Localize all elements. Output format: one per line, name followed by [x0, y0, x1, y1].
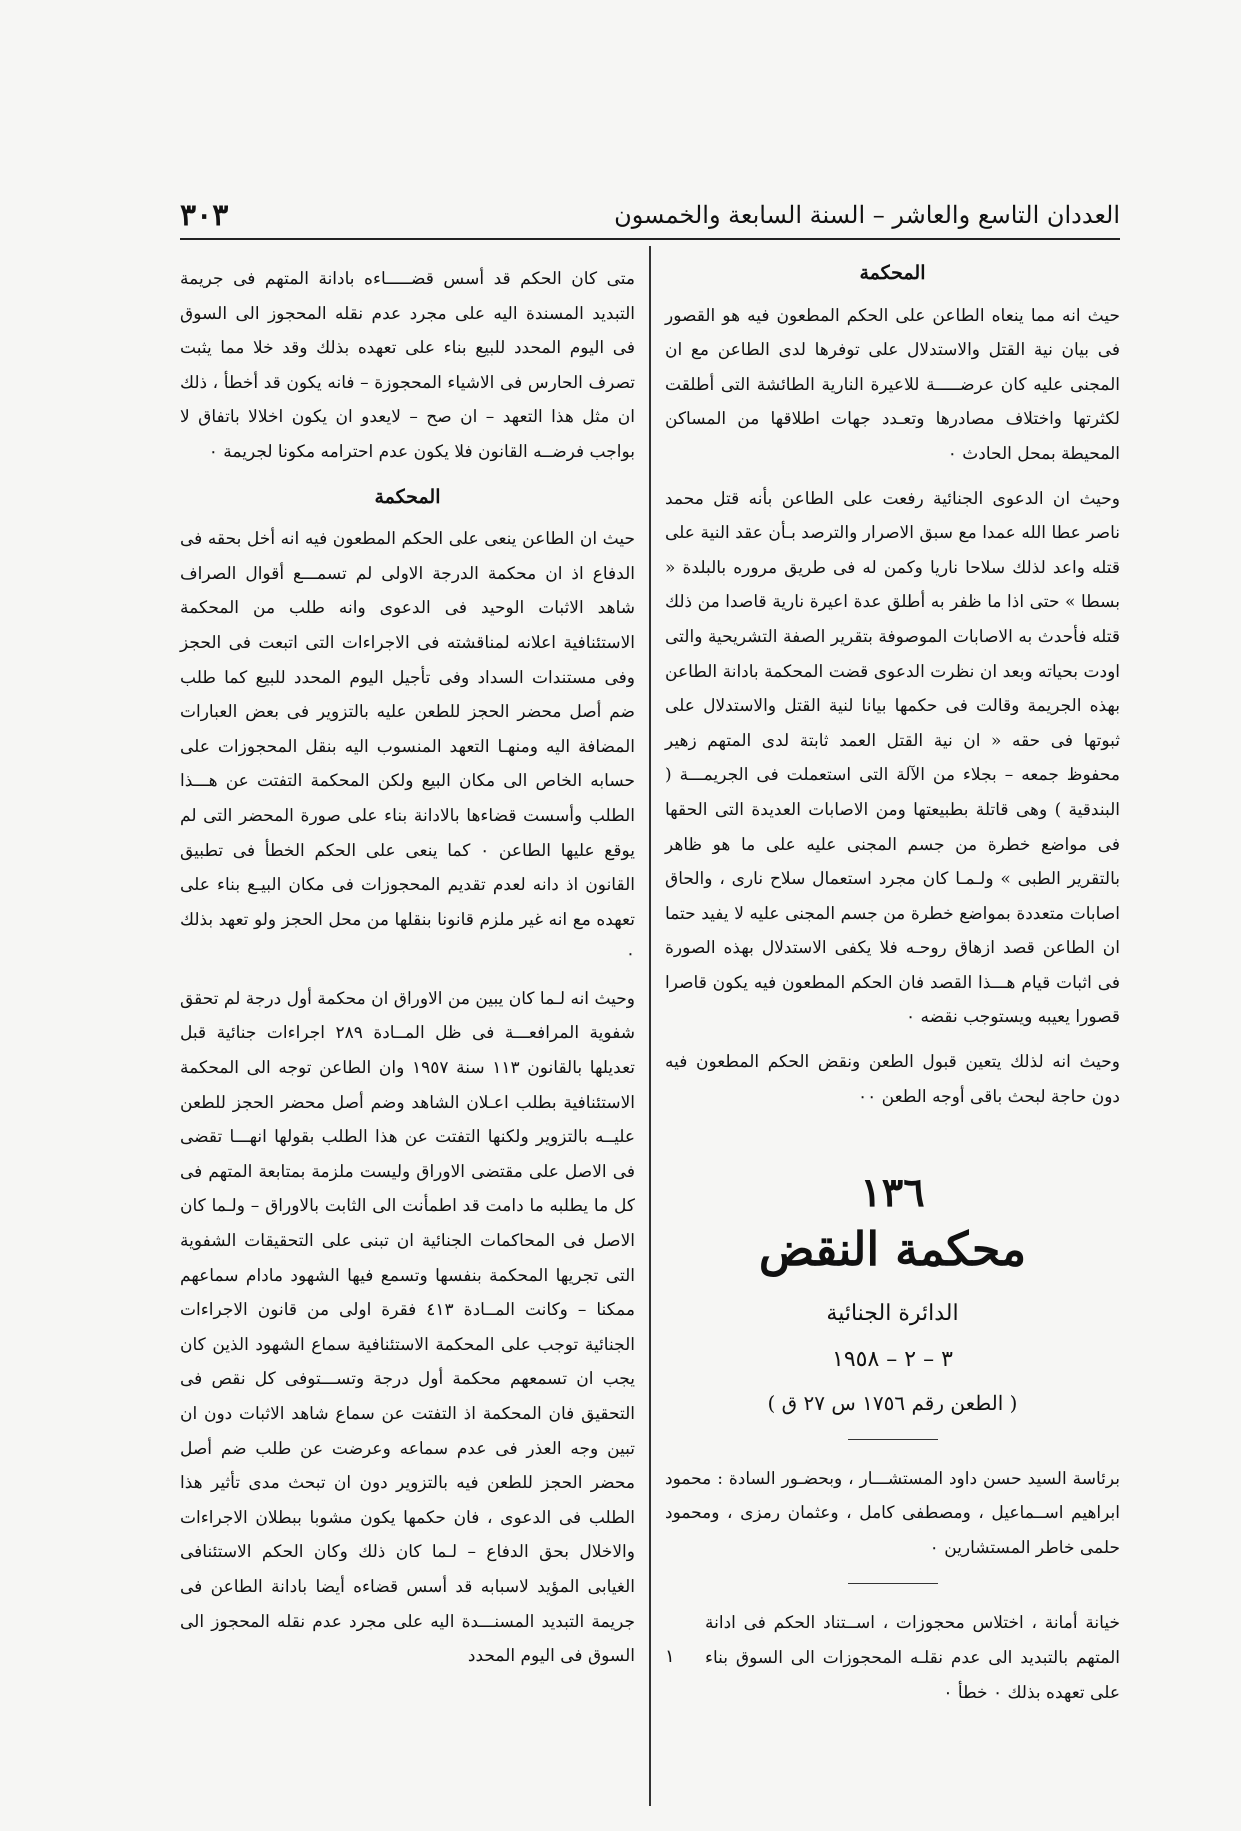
running-head: العددان التاسع والعاشر – السنة السابعة والخمسون — [614, 201, 1120, 229]
headnote-text: خيانة أمانة ، اختلاس محجوزات ، اســتناد الحكم فى ادانة المتهم بالتبديد الى عدم نقلـه المحجوزات الى السوق بناء على تعهده بذلك ٠ خطأ ٠ — [705, 1613, 1120, 1703]
paragraph: وحيث ان الدعوى الجنائية رفعت على الطاعن بأنه قتل محمد ناصر عطا الله عمدا مع سبق الاصرار والترصد بـأن عقد النية على قتله واعد لذلك سلاحا ناريا وكمن له فى طريق مروره بالبلدة « بسطا » حتى اذا ما ظفر به أطلق عدة اعيرة نارية قاصدا من ذلك قتله فأحدث به الاصابات الموصوفة بتقرير الصفة التشريحية والتى اودت بحياته وبعد ان نظرت الدعوى قضت المحكمة بادانة الطاعن بهذه الجريمة وقالت فى حكمها بيانا لنية القتل والاستدلال على ثبوتها فى حقه « ان نية القتل العمد ثابتة لدى المتهم زهير محفوظ جمعه – بجلاء من الآلة التى استعملت فى الجريمـــة ( البندقية ) وهى قاتلة بطبيعتها ومن الاصابات العديدة التى الحقها فى مواضع خطرة من جسم المجنى عليه على ما هو ظاهر بالتقرير الطبى » ولـمـا كان مجرد استعمال سلاح نارى ، والحاق اصابات متعددة بمواضع خطرة من جسم المجنى عليه لا يفيد حتما ان الطاعن قصد ازهاق روحـه فلا يكفى الاستدلال بهذه الصورة فى اثبات قيام هـــذا القصد فان الحكم المطعون فيه يكون قاصرا قصورا يعيبه ويستوجب نقضه ٠ — [665, 488, 1120, 1028]
page-number: ٣٠٣ — [180, 197, 229, 233]
case-date: ٣ – ٢ – ١٩٥٨ — [832, 1347, 953, 1373]
case-number: ١٣٦ — [860, 1169, 925, 1217]
separator-rule — [848, 1583, 938, 1584]
paragraph: وحيث انه لـما كان يبين من الاوراق ان محكمة أول درجة لم تحقق شفوية المرافعـــة فى ظل المــادة ٢٨٩ اجراءات جنائية قبل تعديلها بالقانون ١١٣ سنة ١٩٥٧ وان الطاعن توجه الى المحكمة الاستئنافية بطلب اعـلان الشاهد وضم أصل محضر الحجز للطعن عليــه بالتزوير ولكنها التفتت عن هذا الطلب بقولها انهـــا تقضى فى الاصل على مقتضى الاوراق وليست ملزمة بمتابعة المتهم فى كل ما يطلبه ما دامت قد اطمأنت الى الثابت بالاوراق – ولـما كان الاصل فى المحاكمات الجنائية ان تبنى على التحقيقات الشفوية التى تجريها المحكمة بنفسها وتسمع فيها الشهود مادام سماعهم ممكنا – وكانت المــادة ٤١٣ فقرة اولى من قانون الاجراءات الجنائية توجب على المحكمة الاستئنافية سماع الشهود الذين كان يجب ان تسمعهم محكمة أول درجة وتســـتوفى كل نقص فى التحقيق فان المحكمة اذ التفتت عن سماع شاهد الاثبات دون ان تبين وجه العذر فى عدم سماعه وعرضت عن طلب ضم أصل محضر الحجز للطعن فيه بالتزوير دون ان تبحث مدى تأثير هذا الطلب فى الدعوى ، فان حكمها يكون مشوبا ببطلان الاجراءات والاخلال بحق الدفاع – لـما كان ذلك وكان الحكم الاستئنافى الغيابى المؤيد لاسبابه قد أسس قضاءه أيضا بادانة الطاعن فى جريمة التبديد المسنـــدة اليه على مجرد عدم نقله المحجوز الى السوق فى اليوم المحدد — [180, 988, 636, 1667]
chamber-name: الدائرة الجنائية — [826, 1300, 959, 1326]
headnote-principle: متى كان الحكم قد أسس قضـــــاءه بادانة المتهم فى جريمة التبديد المسندة اليه على مجرد عدم نقله المحجوز الى السوق فى اليوم المحدد للبيع بناء على تعهده بذلك وقد خلا مما يثبت تصرف الحارس فى الاشياء المحجوزة – فانه يكون قد أخطأ ، ذلك ان مثل هذا التعهد – ان صح – لايعدو ان يكون اخلالا باتفاق لا بواجب فرضــه القانون فلا يكون عدم احترامه مكونا لجريمة ٠ — [180, 269, 635, 462]
right-column — [665, 256, 1120, 1710]
page-header — [180, 190, 1120, 240]
appeal-number: ( الطعن رقم ١٧٥٦ س ٢٧ ق ) — [767, 1391, 1018, 1416]
headnote-number: ١ — [665, 1646, 675, 1668]
headnote-summary — [665, 1606, 1120, 1710]
paragraph: حيث ان الطاعن ينعى على الحكم المطعون فيه انه أخل بحقه فى الدفاع اذ ان محكمة الدرجة الاولى لم تسمـــع أقوال الصراف شاهد الاثبات الوحيد فى الدعوى وانه طلب من المحكمة الاستئنافية اعلانه لمناقشته فى الاجراءات التى اتبعت فى الحجز وفى مستندات السداد وفى تأجيل اليوم المحدد للبيع كما طلب ضم أصل محضر الحجز للطعن عليه بالتزوير فى بعض العبارات المضافة اليه ومنهـا التعهد المنسوب اليه بنقل المحجوزات على حسابه الخاص الى مكان البيع ولكن المحكمة التفتت عن هـــذا الطلب وأسست قضاءها بالادانة بناء على صورة المحضر التى لم يوقع عليها الطاعن ٠ كما ينعى على الحكم الخطأ فى تطبيق القانون اذ دانه لعدم تقديم المحجوزات فى مكان البيـع بناء على تعهده مع انه غير ملزم قانونا بنقلها من محل الحجز ولو تعهد بذلك ٠ — [180, 529, 635, 965]
paragraph: حيث انه مما ينعاه الطاعن على الحكم المطعون فيه هو القصور فى بيان نية القتل والاستدلال على توفرها لدى الطاعن مع ان المجنى عليه كان عرضـــــة للاعيرة النارية الطائشة التى أطلقت لكثرتها واختلاف مصادرها وتعـدد جهات اطلاقها من المساكن المحيطة بمحل الحادث ٠ — [665, 305, 1120, 464]
court-name: محكمة النقض — [758, 1221, 1027, 1276]
header-rule — [180, 238, 1120, 240]
separator-rule — [848, 1439, 938, 1440]
panel-composition: برئاسة السيد حسن داود المستشـــار ، وبحضـور السادة : محمود ابراهيم اســماعيل ، ومصطفى كامل ، وعثمان رمزى ، ومحمود حلمى خاطر المستشارين ٠ — [665, 1468, 1120, 1558]
section-heading-court: المحكمة — [374, 485, 441, 508]
left-column — [180, 262, 635, 1684]
paragraph: وحيث انه لذلك يتعين قبول الطعن ونقض الحكم المطعون فيه دون حاجة لبحث باقى أوجه الطعن ٠٠ — [665, 1052, 1120, 1107]
column-divider — [649, 246, 651, 1806]
section-heading-court: المحكمة — [859, 262, 926, 284]
